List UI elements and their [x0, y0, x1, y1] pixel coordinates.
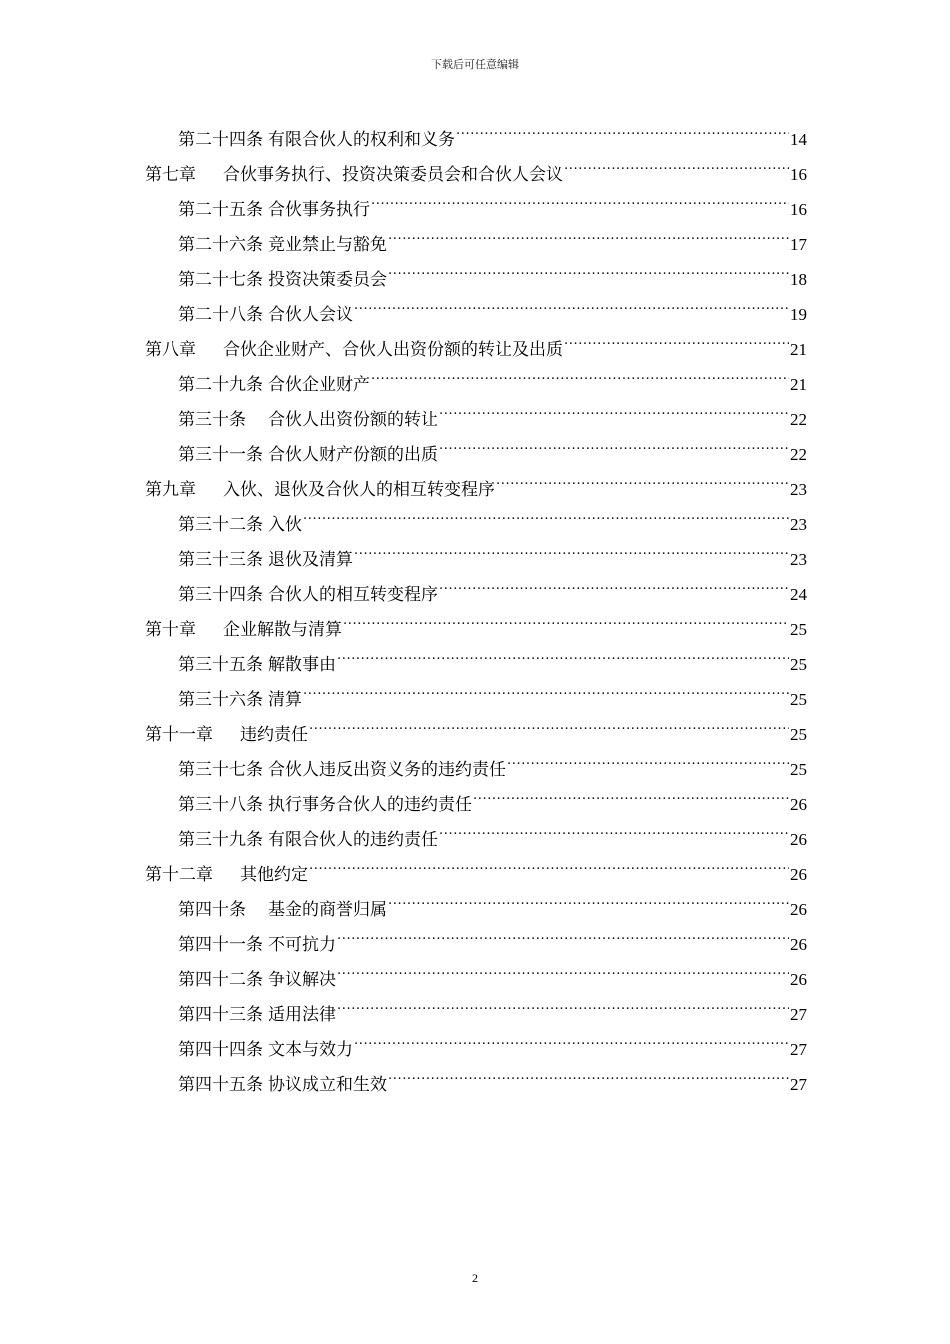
toc-page-number: 26 [790, 795, 807, 814]
toc-page-number: 23 [790, 480, 807, 499]
toc-page-number: 14 [790, 130, 807, 149]
toc-dot-leader [439, 810, 789, 845]
toc-entry-title: 有限合伙人的违约责任 [268, 830, 438, 850]
toc-page-number: 26 [790, 830, 807, 849]
toc-dot-leader [354, 530, 789, 565]
toc-page-number: 25 [790, 655, 807, 674]
toc-dot-leader [564, 320, 789, 355]
toc-page-number: 25 [790, 620, 807, 639]
toc-entry-number: 第九章 [145, 480, 196, 500]
toc-entry-label [178, 438, 438, 473]
toc-entry-title: 合伙企业财产 [268, 375, 370, 395]
toc-page-number: 16 [790, 165, 807, 184]
toc-article-entry[interactable] [145, 110, 807, 150]
toc-entry-number: 第三十三条 [178, 550, 263, 570]
toc-entry-label [145, 858, 308, 893]
toc-entry-title: 企业解散与清算 [223, 620, 342, 640]
toc-dot-leader [303, 495, 789, 530]
toc-entry-title: 执行事务合伙人的违约责任 [268, 795, 472, 815]
toc-page-number: 21 [790, 340, 807, 359]
toc-entry-number: 第四十五条 [178, 1075, 263, 1095]
toc-page-number: 23 [790, 550, 807, 569]
toc-dot-leader [337, 950, 789, 985]
toc-entry-label [145, 613, 342, 648]
toc-page-number: 18 [790, 270, 807, 289]
toc-entry-number: 第十章 [145, 620, 196, 640]
toc-entry-label [178, 298, 353, 333]
toc-entry-label [178, 998, 336, 1033]
toc-entry-title: 有限合伙人的权利和义务 [268, 130, 455, 150]
toc-dot-leader [439, 390, 789, 425]
toc-entry-label [178, 1068, 387, 1103]
toc-entry-number: 第四十一条 [178, 935, 263, 955]
toc-dot-leader [309, 705, 789, 740]
toc-dot-leader [354, 1020, 789, 1055]
toc-entry-label [178, 193, 370, 228]
toc-dot-leader [337, 985, 789, 1020]
toc-dot-leader [388, 215, 789, 250]
toc-dot-leader [456, 110, 789, 145]
toc-entry-number: 第八章 [145, 340, 196, 360]
toc-entry-number: 第三十八条 [178, 795, 263, 815]
toc-page-number: 24 [790, 585, 807, 604]
toc-dot-leader [337, 915, 789, 950]
toc-entry-label [178, 753, 506, 788]
toc-dot-leader [309, 845, 789, 880]
toc-entry-number: 第二十四条 [178, 130, 263, 150]
toc-page-number: 23 [790, 515, 807, 534]
page-number: 2 [472, 1271, 478, 1285]
toc-entry-title: 合伙事务执行 [268, 200, 370, 220]
toc-page-number: 16 [790, 200, 807, 219]
toc-dot-leader [388, 880, 789, 915]
toc-entry-number: 第七章 [145, 165, 196, 185]
toc-entry-title: 合伙人出资份额的转让 [268, 410, 438, 430]
toc-entry-title: 合伙企业财产、合伙人出资份额的转让及出质 [223, 340, 563, 360]
toc-entry-label [178, 123, 455, 158]
toc-entry-number: 第二十八条 [178, 305, 263, 325]
toc-page-number: 17 [790, 235, 807, 254]
toc-entry-number: 第十二章 [145, 865, 213, 885]
toc-dot-leader [496, 460, 789, 495]
page-header: 下载后可任意编辑 [431, 58, 519, 71]
toc-page-number: 26 [790, 865, 807, 884]
toc-entry-number: 第三十七条 [178, 760, 263, 780]
toc-entry-title: 合伙人违反出资义务的违约责任 [268, 760, 506, 780]
toc-page-number: 19 [790, 305, 807, 324]
toc-entry-title: 合伙人会议 [268, 305, 353, 325]
toc-page-number: 22 [790, 410, 807, 429]
toc-entry-title: 解散事由 [268, 655, 336, 675]
toc-entry-label [178, 368, 370, 403]
toc-entry-label [178, 683, 302, 718]
toc-entry-label [178, 543, 353, 578]
toc-entry-number: 第四十条 [178, 900, 246, 920]
toc-entry-number: 第三十九条 [178, 830, 263, 850]
toc-entry-title: 入伙、退伙及合伙人的相互转变程序 [223, 480, 495, 500]
toc-entry-title: 合伙人的相互转变程序 [268, 585, 438, 605]
toc-entry-label [178, 788, 472, 823]
toc-dot-leader [473, 775, 789, 810]
toc-entry-title: 违约责任 [240, 725, 308, 745]
toc-page-number: 27 [790, 1075, 807, 1094]
toc-entry-title: 合伙人财产份额的出质 [268, 445, 438, 465]
toc-entry-number: 第四十三条 [178, 1005, 263, 1025]
toc-entry-number: 第三十五条 [178, 655, 263, 675]
toc-dot-leader [564, 145, 789, 180]
toc-entry-number: 第二十六条 [178, 235, 263, 255]
toc-dot-leader [371, 180, 789, 215]
toc-entry-number: 第十一章 [145, 725, 213, 745]
toc-dot-leader [507, 740, 789, 775]
table-of-contents [145, 110, 807, 1095]
toc-page-number: 26 [790, 970, 807, 989]
toc-entry-title: 适用法律 [268, 1005, 336, 1025]
toc-page-number: 26 [790, 935, 807, 954]
toc-dot-leader [337, 635, 789, 670]
toc-entry-title: 清算 [268, 690, 302, 710]
toc-entry-number: 第三十四条 [178, 585, 263, 605]
toc-entry-label [178, 928, 336, 963]
toc-entry-number: 第四十二条 [178, 970, 263, 990]
toc-dot-leader [439, 425, 789, 460]
toc-entry-title: 合伙事务执行、投资决策委员会和合伙人会议 [223, 165, 563, 185]
toc-entry-title: 其他约定 [240, 865, 308, 885]
toc-dot-leader [354, 285, 789, 320]
toc-entry-label [178, 508, 302, 543]
toc-entry-title: 入伙 [268, 515, 302, 535]
toc-entry-label [145, 718, 308, 753]
toc-page-number: 25 [790, 725, 807, 744]
toc-dot-leader [343, 600, 789, 635]
toc-entry-label [178, 1033, 353, 1068]
toc-entry-title: 不可抗力 [268, 935, 336, 955]
toc-dot-leader [439, 565, 789, 600]
toc-entry-number: 第三十一条 [178, 445, 263, 465]
toc-entry-number: 第四十四条 [178, 1040, 263, 1060]
toc-entry-number: 第三十二条 [178, 515, 263, 535]
toc-entry-title: 退伙及清算 [268, 550, 353, 570]
toc-page-number: 22 [790, 445, 807, 464]
toc-dot-leader [371, 355, 789, 390]
toc-entry-title: 基金的商誉归属 [268, 900, 387, 920]
toc-page-number: 27 [790, 1040, 807, 1059]
toc-entry-title: 文本与效力 [268, 1040, 353, 1060]
toc-entry-label [178, 403, 438, 438]
toc-page-number: 21 [790, 375, 807, 394]
toc-entry-title: 协议成立和生效 [268, 1075, 387, 1095]
toc-dot-leader [388, 1055, 789, 1090]
toc-entry-number: 第三十条 [178, 410, 246, 430]
toc-entry-title: 争议解决 [268, 970, 336, 990]
toc-page-number: 27 [790, 1005, 807, 1024]
toc-entry-title: 投资决策委员会 [268, 270, 387, 290]
toc-entry-label [178, 963, 336, 998]
toc-dot-leader [303, 670, 789, 705]
toc-entry-number: 第二十五条 [178, 200, 263, 220]
toc-entry-number: 第二十九条 [178, 375, 263, 395]
toc-entry-number: 第二十七条 [178, 270, 263, 290]
toc-entry-title: 竞业禁止与豁免 [268, 235, 387, 255]
toc-entry-number: 第三十六条 [178, 690, 263, 710]
toc-page-number: 25 [790, 760, 807, 779]
toc-page-number: 25 [790, 690, 807, 709]
toc-page-number: 26 [790, 900, 807, 919]
toc-dot-leader [388, 250, 789, 285]
toc-entry-label [178, 228, 387, 263]
